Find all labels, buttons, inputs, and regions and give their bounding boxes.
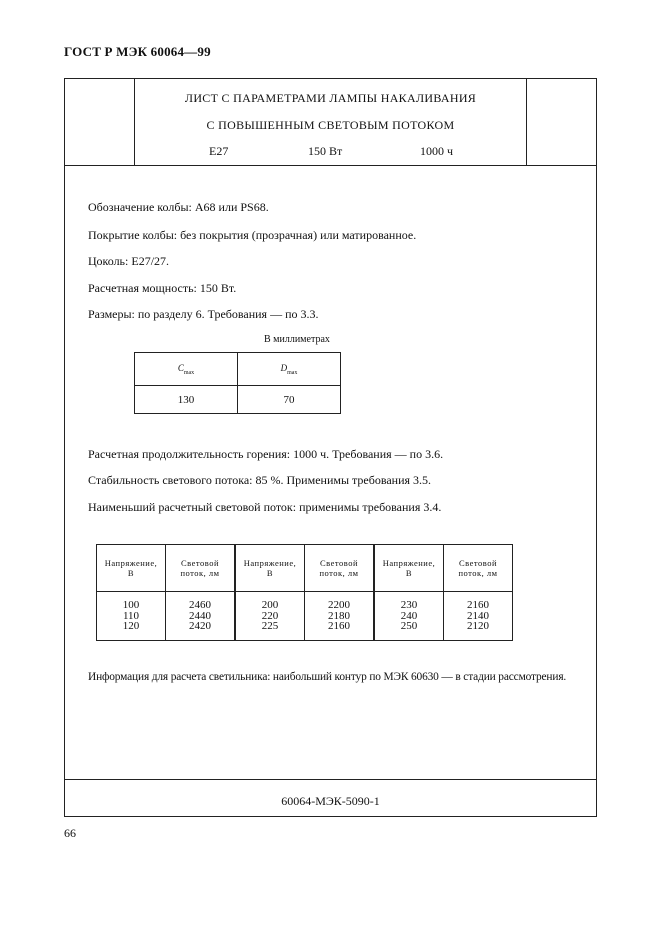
d-max-header: $D_{max}$: [238, 353, 341, 386]
sheet-title-line2: С ПОВЫШЕННЫМ СВЕТОВЫМ ПОТОКОМ: [206, 118, 455, 132]
voltage-column-3: 230 240 250: [374, 592, 444, 641]
luminaire-info: Информация для расчета светильника: наибольший контур по МЭК 60630 — в стадии рассмотрения.: [88, 671, 567, 683]
life-requirement: Расчетная продолжительность горения: 1000 ч. Требования — по 3.6.: [88, 447, 444, 461]
header-cell: Световой поток, лм: [444, 545, 513, 592]
bulb-designation: Обозначение колбы: А68 или PS68.: [88, 200, 269, 214]
sheet-title-line1: ЛИСТ С ПАРАМЕТРАМИ ЛАМПЫ НАКАЛИВАНИЯ: [184, 91, 477, 105]
data-sheet-frame: [64, 78, 597, 817]
header-right-divider: [526, 79, 527, 165]
voltage-column-1: 100 110 120: [97, 592, 166, 641]
min-flux: Наименьший расчетный световой поток: применимы требования 3.4.: [88, 500, 442, 514]
cap-type: Е27: [209, 144, 229, 158]
rated-life: 1000 ч: [420, 144, 454, 158]
header-cell: Световой поток, лм: [166, 545, 236, 592]
footer-divider: [65, 779, 596, 780]
voltage-column-2: 200 220 225: [235, 592, 305, 641]
power-rating: Расчетная мощность: 150 Вт.: [88, 281, 237, 295]
unit-note: В миллиметрах: [264, 334, 330, 345]
header-cell: Напряжение, В: [374, 545, 444, 592]
sheet-code: 60064-МЭК-5090-1: [281, 794, 380, 808]
header-cell: Напряжение, В: [235, 545, 305, 592]
bulb-coating: Покрытие колбы: без покрытия (прозрачная) или матированное.: [88, 228, 417, 242]
flux-stability: Стабильность светового потока: 85 %. Применимы требования 3.5.: [88, 473, 432, 487]
base-type: Цоколь: Е27/27.: [88, 254, 170, 268]
header-cell: Напряжение, В: [97, 545, 166, 592]
voltage-flux-table: [96, 544, 513, 641]
d-max-value: 70: [238, 386, 341, 414]
flux-column-3: 2160 2140 2120: [444, 592, 513, 641]
c-max-value: 130: [135, 386, 238, 414]
rated-power: 150 Вт: [308, 144, 343, 158]
header-cell: Световой поток, лм: [305, 545, 375, 592]
document-code: ГОСТ Р МЭК 60064—99: [64, 44, 211, 59]
c-max-header: $C_{max}$: [135, 353, 238, 386]
dimensions-table: [134, 352, 341, 414]
header-divider: [65, 165, 596, 166]
dimensions-note: Размеры: по разделу 6. Требования — по 3.3.: [88, 307, 319, 321]
page-number: 66: [64, 826, 76, 840]
flux-column-1: 2460 2440 2420: [166, 592, 236, 641]
flux-column-2: 2200 2180 2160: [305, 592, 375, 641]
